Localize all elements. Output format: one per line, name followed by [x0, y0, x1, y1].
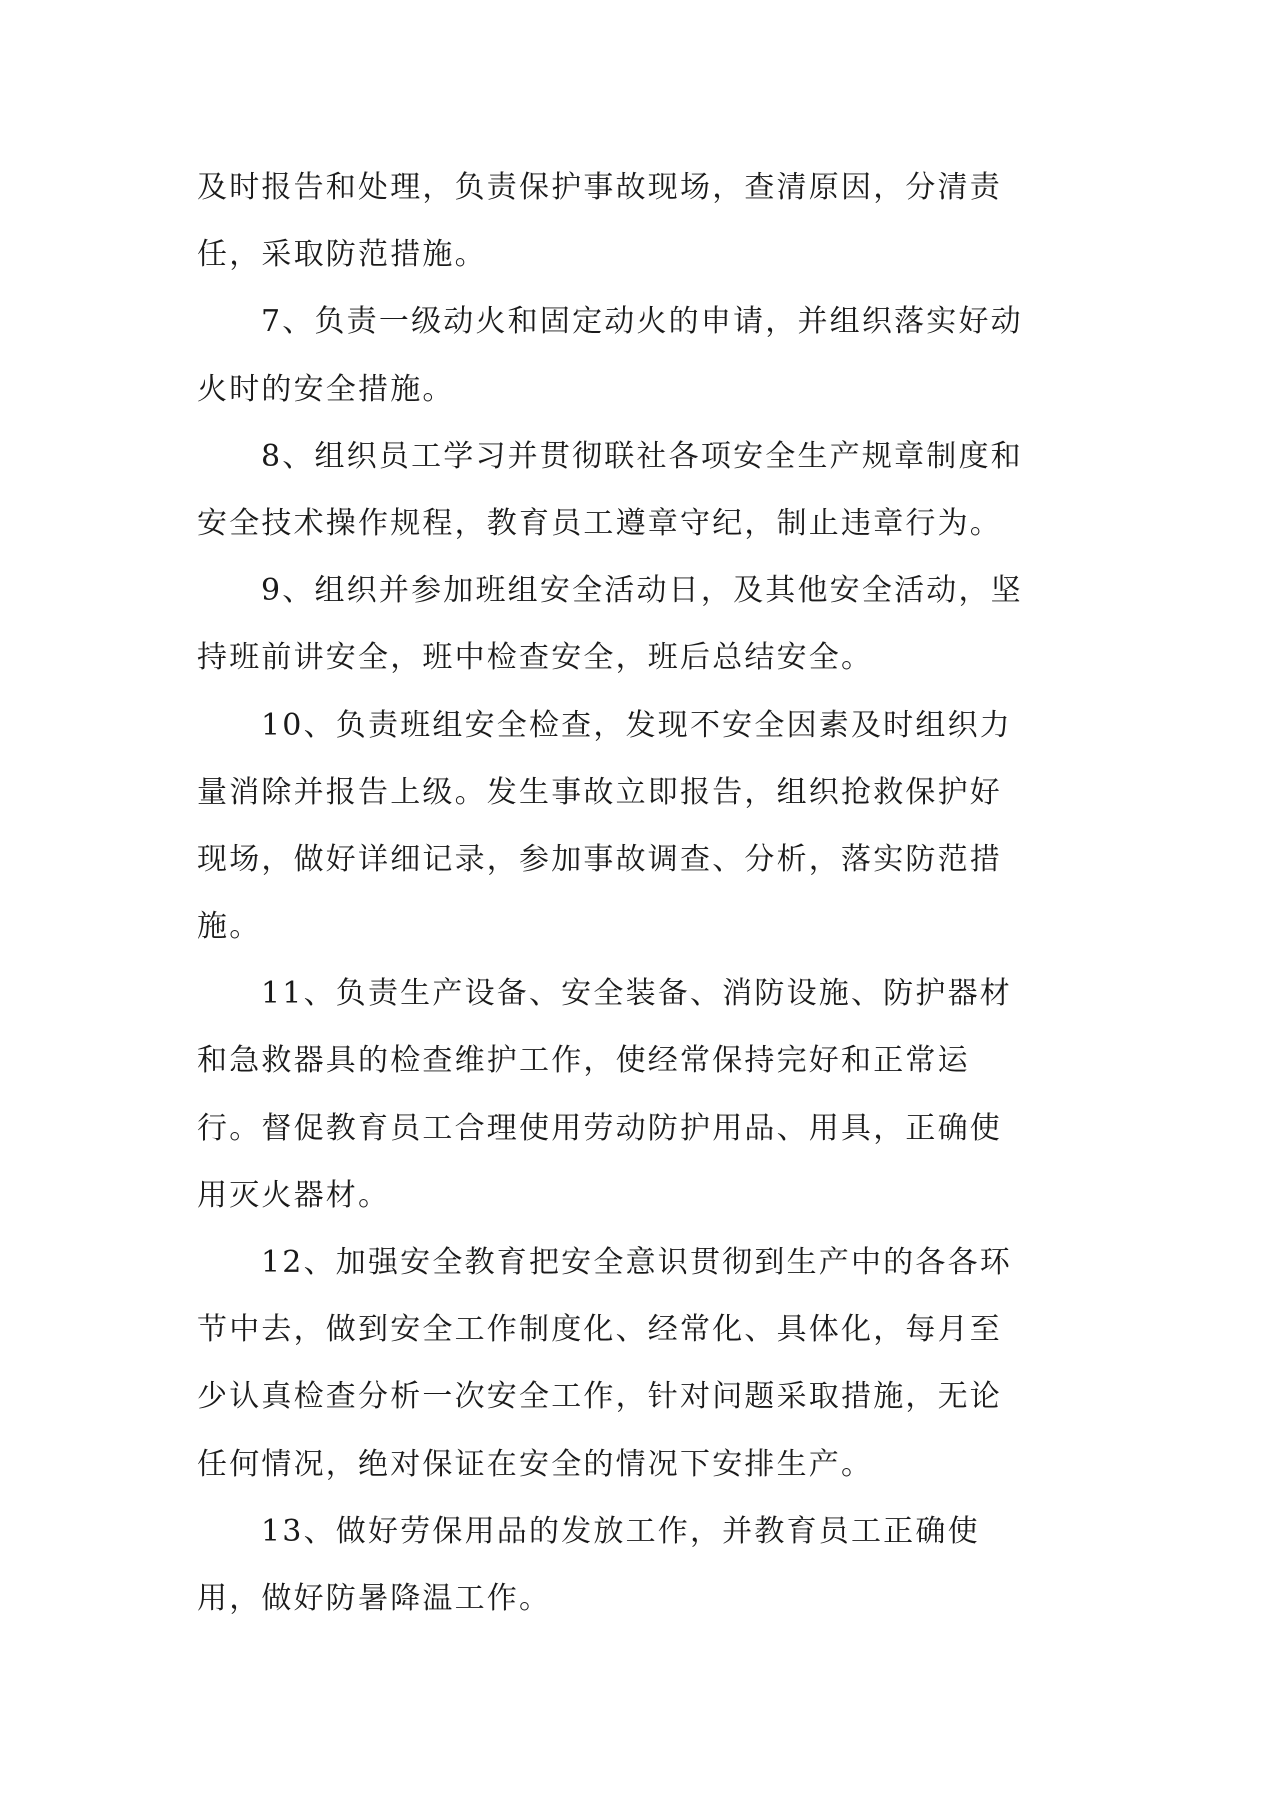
text-line: 现场，做好详细记录，参加事故调查、分析，落实防范措 — [197, 841, 1002, 877]
text-line: 火时的安全措施。 — [197, 371, 455, 407]
text-line: 节中去，做到安全工作制度化、经常化、具体化，每月至 — [197, 1312, 1002, 1348]
paragraph-6-continuation — [197, 168, 1097, 302]
text-line: 任何情况，绝对保证在安全的情况下安排生产。 — [197, 1446, 874, 1482]
text-line: 10、负责班组安全检查，发现不安全因素及时组织力 — [261, 707, 1012, 743]
text-line: 9、组织并参加班组安全活动日，及其他安全活动，坚 — [261, 573, 1023, 609]
text-line: 和急救器具的检查维护工作，使经常保持完好和正常运 — [197, 1043, 970, 1079]
paragraph-item-8 — [197, 437, 1097, 571]
text-line: 7、负责一级动火和固定动火的申请，并组织落实好动 — [261, 304, 1023, 340]
text-line: 12、加强安全教育把安全意识贯彻到生产中的各各环 — [261, 1245, 1012, 1280]
text-line: 施。 — [197, 909, 262, 945]
paragraph-item-7 — [197, 302, 1097, 436]
paragraph-item-13 — [197, 1512, 1097, 1646]
paragraph-item-12 — [197, 1243, 1097, 1512]
text-line: 任，采取防范措施。 — [197, 237, 487, 273]
text-line: 行。督促教育员工合理使用劳动防护用品、用具，正确使 — [197, 1110, 1002, 1146]
text-line: 量消除并报告上级。发生事故立即报告，组织抢救保护好 — [197, 774, 1002, 810]
text-line: 少认真检查分析一次安全工作，针对问题采取措施，无论 — [197, 1379, 1002, 1415]
text-line: 11、负责生产设备、安全装备、消防设施、防护器材 — [261, 976, 1012, 1012]
text-line: 持班前讲安全，班中检查安全，班后总结安全。 — [197, 640, 874, 676]
paragraph-item-11 — [197, 974, 1097, 1243]
text-line: 用，做好防暑降温工作。 — [197, 1580, 552, 1616]
text-line: 用灭火器材。 — [197, 1177, 391, 1213]
paragraph-item-9 — [197, 571, 1097, 705]
text-line: 安全技术操作规程，教育员工遵章守纪，制止违章行为。 — [197, 505, 1002, 541]
text-line: 8、组织员工学习并贯彻联社各项安全生产规章制度和 — [261, 438, 1023, 474]
document-body — [197, 168, 1097, 1646]
paragraph-item-10 — [197, 706, 1097, 975]
text-line: 及时报告和处理，负责保护事故现场，查清原因，分清责 — [197, 170, 1002, 205]
text-line: 13、做好劳保用品的发放工作，并教育员工正确使 — [261, 1513, 980, 1549]
